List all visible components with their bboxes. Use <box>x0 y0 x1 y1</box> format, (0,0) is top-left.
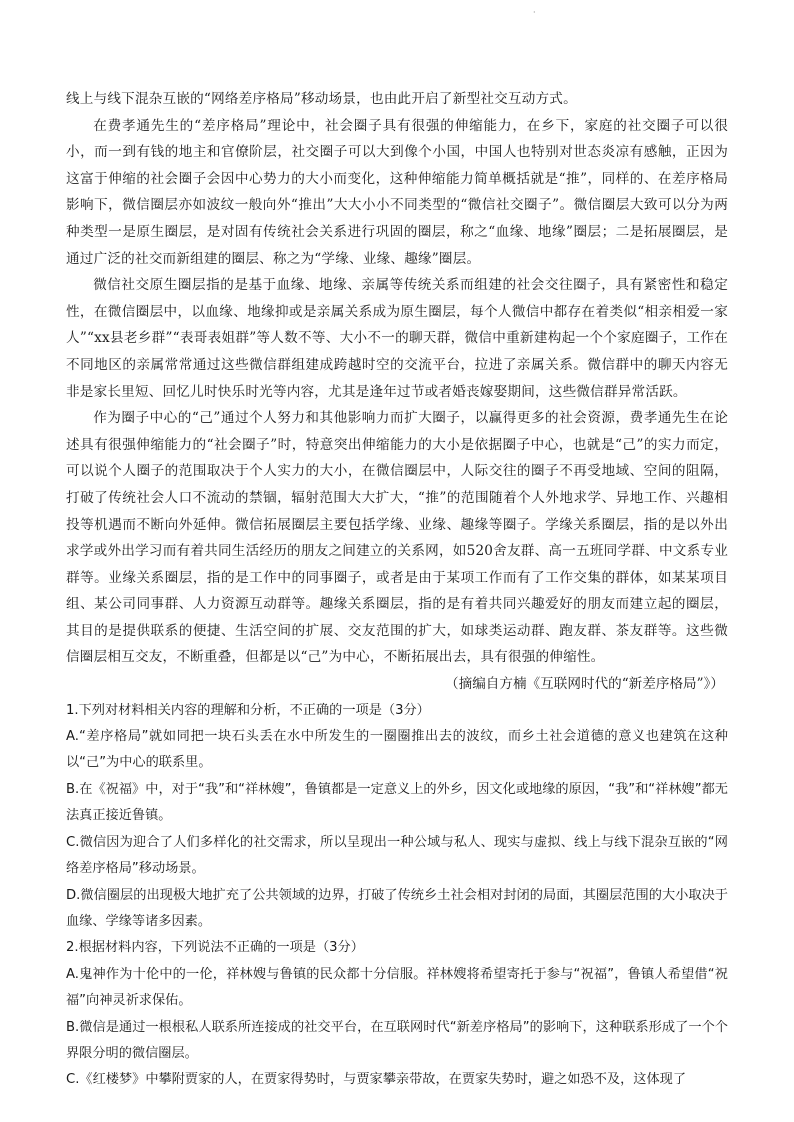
question-2-option-a: A.鬼神作为十伦中的一伦，祥林嫂与鲁镇的民众都十分信服。祥林嫂将希望寄托于参与“祝福”，鲁镇人希望借“祝福”向神灵祈求保佑。 <box>66 966 728 1009</box>
article-paragraph-4: 作为圈子中心的“己”通过个人努力和其他影响力而扩大圈子，以赢得更多的社会资源，费孝通先生在论述具有很强伸缩能力的“社会圈子”时，特意突出伸缩能力的大小是依据圈子中心，也就是“己”的实力而定，可以说个人圈子的范围取决于个人实力的大小，在微信圈层中，人际交往的圈子不再受地域、空间的阻隔，打破了传统社会人口不流动的禁锢，辐射范围大大扩大，“推”的范围随着个人外地求学、异地工作、兴趣相投等机遇而不断向外延伸。微信拓展圈层主要包括学缘、业缘、趣缘等圈子。学缘关系圈层，指的是以外出求学或外出学习而有着共同生活经历的朋友之间建立的关系网，如520舍友群、高一五班同学群、中文系专业群等。业缘关系圈层，指的是工作中的同事圈子，或者是由于某项工作而有了工作交集的群体，如某某项目组、某公司同事群、人力资源互动群等。趣缘关系圈层，指的是有着共同兴趣爱好的朋友而建立起的圈层，其目的是提供联系的便捷、生活空间的扩展、交友范围的扩大，如球类运动群、跑友群、茶友群等。这些微信圈层相互交友，不断重叠，但都是以“己”为中心，不断拓展出去，具有很强的伸缩性。 <box>66 410 728 666</box>
question-1-option-c: C.微信因为迎合了人们多样化的社交需求，所以呈现出一种公域与私人、现实与虚拟、线上与线下混杂互嵌的“网络差序格局”移动场景。 <box>66 834 728 877</box>
article-paragraph-3: 微信社交原生圈层指的是基于血缘、地缘、亲属等传统关系而组建的社会交往圈子，具有紧密性和稳定性，在微信圈层中，以血缘、地缘抑或是亲属关系成为原生圈层，每个人微信中都存在着类似“相亲相爱一家人”“xx县老乡群”“表哥表姐群”等人数不等、大小不一的聊天群，微信中重新建构起一个个家庭圈子，工作在不同地区的亲属常常通过这些微信群组建成跨越时空的交流平台，拉进了亲属关系。微信群中的聊天内容无非是家长里短、回忆儿时快乐时光等内容，尤其是逢年过节或者婚丧嫁娶期间，这些微信群异常活跃。 <box>66 277 728 400</box>
article-paragraph-1: 线上与线下混杂互嵌的“网络差序格局”移动场景，也由此开启了新型社交互动方式。 <box>66 91 577 107</box>
question-1-option-d: D.微信圈层的出现极大地扩充了公共领域的边界，打破了传统乡土社会相对封闭的局面，其圈层范围的大小取决于血缘、学缘等诸多因素。 <box>66 887 728 929</box>
question-1-stem: 1.下列对材料相关内容的理解和分析，不正确的一项是（3分） <box>66 702 430 718</box>
header-dot: · <box>533 8 536 17</box>
question-1 <box>66 698 728 936</box>
article-body <box>66 86 728 698</box>
question-1-option-a: A.“差序格局”就如同把一块石头丢在水中所发生的一圈圈推出去的波纹，而乡土社会道德的意义也建筑在这种以“己”为中心的联系里。 <box>66 729 728 771</box>
article-paragraph-2: 在费孝通先生的“差序格局”理论中，社会圈子具有很强的伸缩能力，在乡下，家庭的社交圈子可以很小，而一到有钱的地主和官僚阶层，社交圈子可以大到像个小国，中国人也特别对世态炎凉有感触，正因为这富于伸缩的社会圈子会因中心势力的大小而变化，这种伸缩能力简单概括就是“推”，同样的、在差序格局影响下，微信圈层亦如波纹一般向外“推出”大大小小不同类型的“微信社交圈子”。微信圈层大致可以分为两种类型一是原生圈层，是对固有传统社会关系进行巩固的圈层，称之“血缘、地缘”圈层；二是拓展圈层，是通过广泛的社交而新组建的圈层、称之为“学缘、业缘、趣缘”圈层。 <box>66 117 728 267</box>
question-2-stem: 2.根据材料内容，下列说法不正确的一项是（3分） <box>66 940 364 956</box>
question-1-option-b: B.在《祝福》中，对于“我”和“祥林嫂”，鲁镇都是一定意义上的外乡，因文化或地缘的原因，“我”和“祥林嫂”都无法真正接近鲁镇。 <box>66 781 728 824</box>
question-2-option-c: C.《红楼梦》中攀附贾家的人，在贾家得势时，与贾家攀亲带故，在贾家失势时，避之如恐不及，这体现了 <box>66 1072 687 1088</box>
question-2-option-b: B.微信是通过一根根私人联系所连接成的社交平台，在互联网时代“新差序格局”的影响下，这种联系形成了一个个界限分明的微信圈层。 <box>66 1019 728 1061</box>
article-source: （摘编自方楠《互联网时代的“新差序格局”》） <box>445 676 724 693</box>
question-2 <box>66 935 728 1093</box>
